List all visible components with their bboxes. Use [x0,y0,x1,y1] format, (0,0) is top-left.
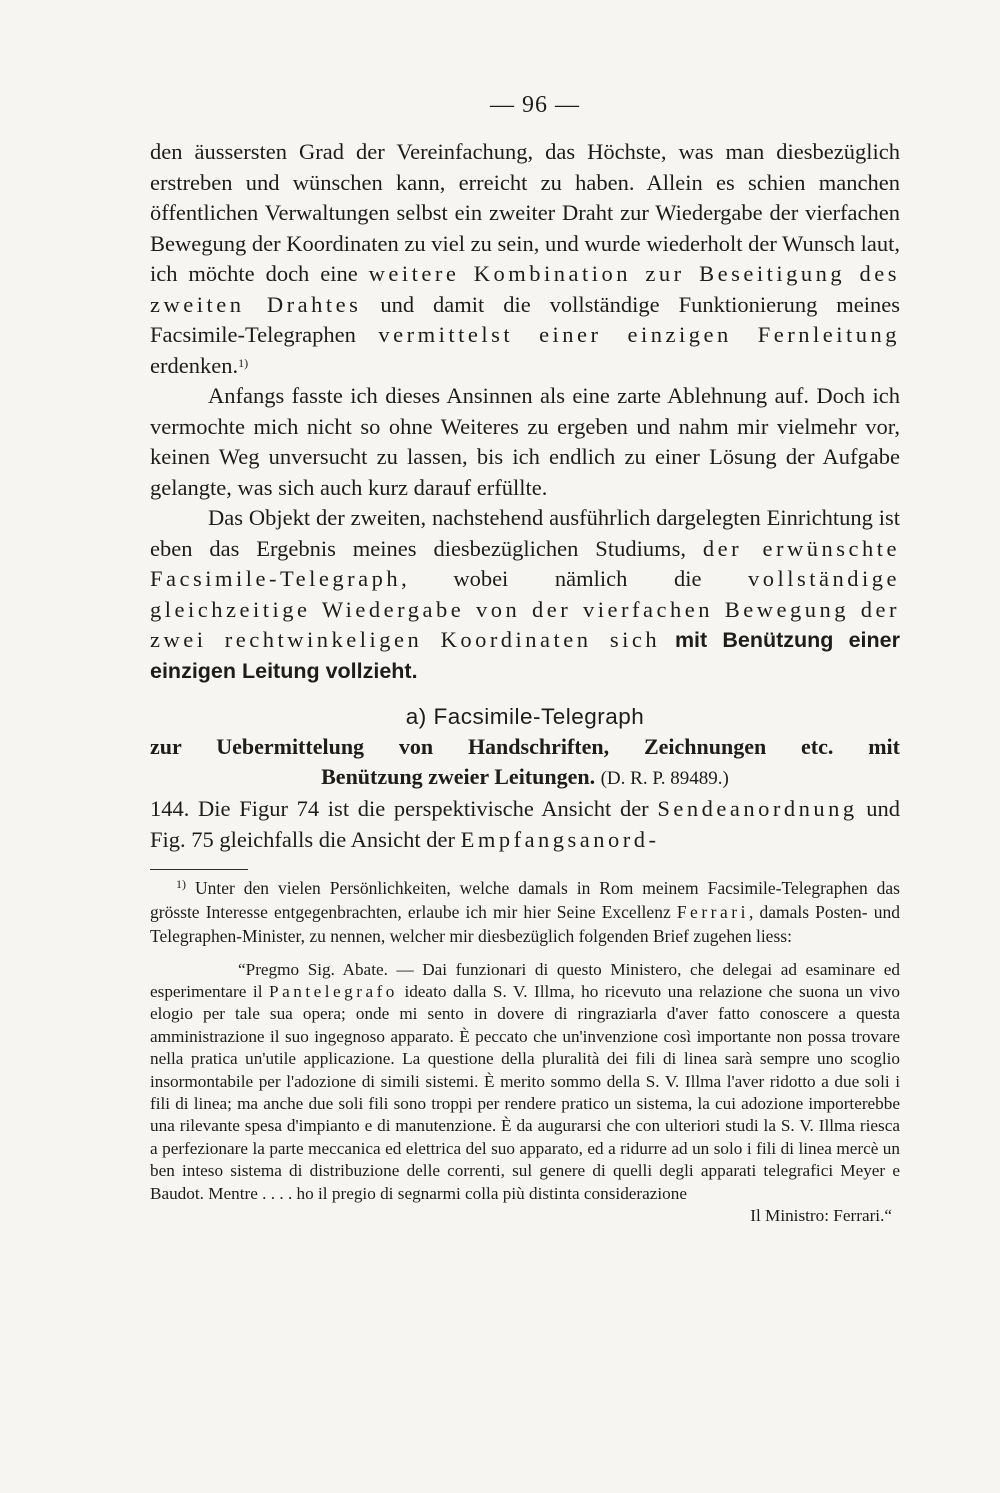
footnote [150,876,900,1227]
paragraph-2: Anfangs fasste ich dieses Ansinnen als eine zarte Ablehnung auf. Doch ich vermochte mich nicht so ohne Weiteres zu ergeben und nahm mir vielmehr vor, keinen Weg unversucht zu lassen, bis ich endlich zu einer Lösung der Aufgabe gelangte, was sich auch kurz darauf erfüllte. [150,383,900,500]
paragraph-1: den äussersten Grad der Vereinfachung, das Höchste, was man diesbezüglich erstreben und wünschen kann, erreicht zu haben. Allein es schien manchen öffentlichen Verwaltungen selbst ein zweiter Draht zur Wiedergabe der vierfachen Bewegung der Koordinaten zu viel zu sein, und wurde wiederholt der Wunsch laut, ich möchte doch eine weitere Kombination zur Beseitigung des zweiten Drahtes und damit die vollständige Funktionierung meines Facsimile-Telegraphen vermittelst einer einzigen Fernleitung erdenken.$^{1)}$ [150,139,900,378]
section-title: a) Facsimile-Telegraph [405,704,645,729]
quote-signature: Il Ministro: Ferrari.“ [750,1206,892,1226]
section-subtitle-line1: zur Uebermittelung von Handschriften, Zeichnungen etc. mit [150,734,900,759]
main-text [150,137,900,855]
section-subtitle-line2: Benützung zweier Leitungen. (D. R. P. 89489.) [321,764,729,789]
document-page [150,92,900,1227]
footnote-divider [150,869,248,870]
paragraph-3: Das Objekt der zweiten, nachstehend ausführlich dargelegten Einrichtung ist eben das Ergebnis meines diesbezüglichen Studiums, der erwünschte Facsimile-Telegraph, wobei nämlich die vollständige gleichzeitige Wiedergabe von der vierfachen Bewegung der zwei rechtwinkeligen Koordinaten sich mit Benützung einer einzigen Leitung vollzieht. [150,505,900,683]
paragraph-144: 144. Die Figur 74 ist die perspektivische Ansicht der Sendeanordnung und Fig. 75 gleichfalls die Ansicht der Empfangsanord- [150,796,900,852]
footnote-ref: 1) [238,355,249,370]
footnote-quote [150,959,900,1228]
patent-number: (D. R. P. 89489.) [600,768,729,789]
footnote-marker: 1) [176,877,186,891]
quote-text: “Pregmo Sig. Abate. — Dai funzionari di questo Ministero, che delegai ad esaminare ed esperimentare il Pantelegrafo ideato dalla S. V. Illma, ho ricevuto una relazione che suona un vivo elogio per tale sua opera; onde mi sento in dovere di ringraziarla d'aver fatto conoscere a questa amministrazione il suo ingegnoso apparato. È peccato che un'invenzione così importante non possa trovare nella pratica un'utile applicazione. La questione della pluralità dei fili di linea sarà sempre uno scoglio insormontabile per l'adozione di simili sistemi. È merito sommo della S. V. Illma l'aver ridotto a due soli i fili di linea; ma anche due soli fili sono troppi per rendere pratico un sistema, la cui adozione importerebbe una rilevante spesa d'impianto e di manutenzione. È da augurarsi che con ulteriori studi la S. V. Illma riesca a perfezionare la parte meccanica ed elettrica del suo apparato, ed a ridurre ad un solo i fili di linea mercè un ben inteso sistema di distribuzione delle correnti, sul genere di quelli degli apparati telegrafici Meyer e Baudot. Mentre . . . . ho il pregio di segnarmi colla più distinta considerazione [150,959,900,1203]
footnote-intro: $^{1)}$ Unter den vielen Persönlichkeiten, welche damals in Rom meinem Facsimile-Telegraphen das grösste Interesse entgegenbrachten, erlaube ich mir hier Seine Excellenz Ferrari, damals Posten- und Telegraphen-Minister, zu nennen, welcher mir diesbezüglich folgenden Brief zugehen liess: [150,877,900,947]
page-number: — 96 — [490,92,580,118]
